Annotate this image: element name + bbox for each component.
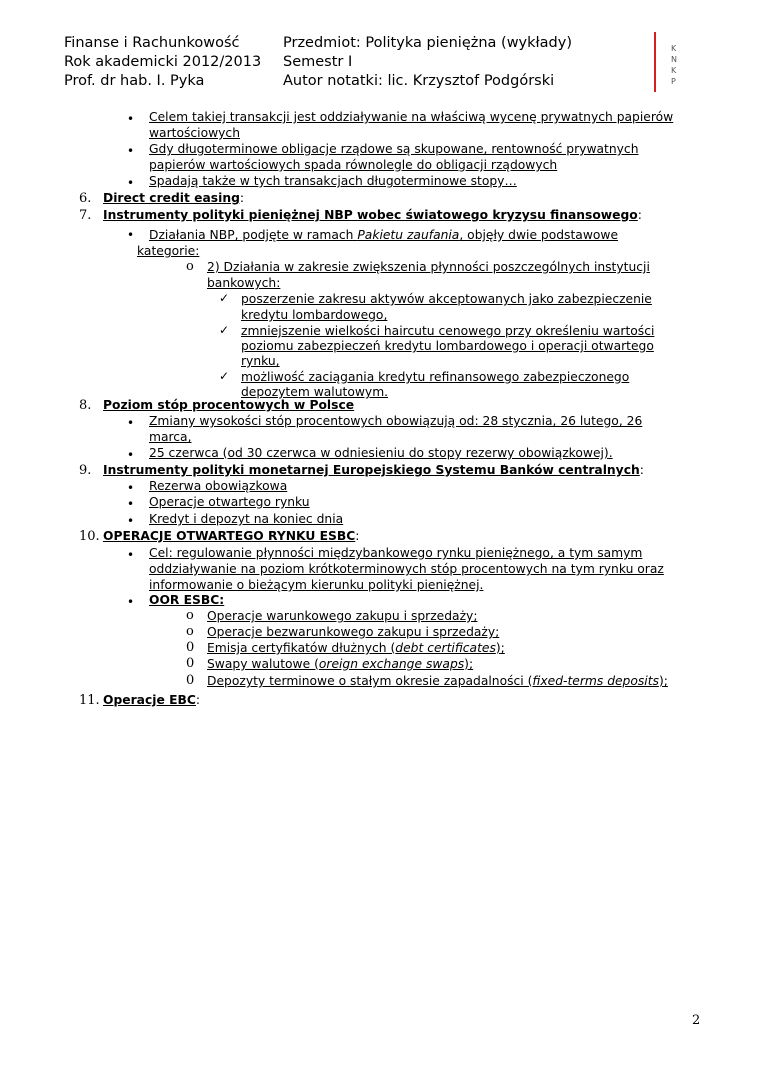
bullet-marker: • xyxy=(127,514,135,528)
intro-bullet-2-line-1: Gdy długoterminowe obligacje rządowe są skupowane, rentowność prywatnych xyxy=(149,142,639,156)
bullet-marker: • xyxy=(127,481,135,495)
bullet-marker: • xyxy=(127,112,135,126)
item-10-title: OPERACJE OTWARTEGO RYNKU ESBC xyxy=(103,529,356,543)
item-10-bullet-line-1: Cel: regulowanie płynności międzybankowego rynku pieniężnego, a tym samym xyxy=(149,546,643,560)
header-subject: Przedmiot: Polityka pieniężna (wykłady) xyxy=(283,35,572,51)
item-8-bullet-2: 25 czerwca (od 30 czerwca w odniesieniu do stopy rezerwy obowiązkowej). xyxy=(149,446,613,460)
logo-red-line xyxy=(654,32,668,92)
zero-marker: 0 xyxy=(186,640,195,655)
bullet-marker: • xyxy=(127,595,135,609)
check-2-line-3: rynku, xyxy=(241,354,280,368)
check-2-line-1: zmniejszenie wielkości haircutu cenowego przy określeniu wartości xyxy=(241,324,655,338)
item-11-heading: Operacje EBC: xyxy=(103,693,201,707)
item-8-number: 8. xyxy=(79,398,92,413)
intro-bullet-1-line-2: wartościowych xyxy=(149,126,240,140)
circle-marker: o xyxy=(186,624,194,639)
header-author: Autor notatki: lic. Krzysztof Podgórski xyxy=(283,73,555,89)
item-11-number: 11. xyxy=(79,693,100,708)
item-10-bullet-line-2: oddziaływanie na poziom krótkoterminowych stóp procentowych na tym rynku oraz xyxy=(149,562,664,576)
check-3-line-2: depozytem walutowym. xyxy=(241,385,389,399)
item-6-number: 6. xyxy=(79,191,92,206)
item-7-number: 7. xyxy=(79,208,92,223)
bullet-marker: • xyxy=(127,448,135,462)
check-1-line-1: poszerzenie zakresu aktywów akceptowanych jako zabezpieczenie xyxy=(241,292,652,306)
item-6-title: Direct credit easing xyxy=(103,191,240,205)
header-academic-year: Rok akademicki 2012/2013 xyxy=(64,54,262,70)
item-7-sub-line-2: bankowych: xyxy=(207,276,281,290)
item-9-number: 9. xyxy=(79,463,92,478)
intro-bullet-2-line-2: papierów wartościowych spada równolegle do obligacji rządowych xyxy=(149,158,558,172)
header-left xyxy=(64,34,261,91)
bullet-marker: • xyxy=(127,144,135,158)
item-9-bullet-3: Kredyt i depozyt na koniec dnia xyxy=(149,512,344,526)
item-7-bullet-line-1: Działania NBP, podjęte w ramach Pakietu zaufania, objęły dwie podstawowe xyxy=(149,228,619,242)
check-3-line-1: możliwość zaciągania kredytu refinansowego zabezpieczonego xyxy=(241,370,630,384)
circle-marker: o xyxy=(186,259,194,274)
bullet-marker: • xyxy=(127,176,135,190)
zero-marker: 0 xyxy=(186,656,195,671)
check-icon: ✓ xyxy=(219,369,230,383)
bullet-marker: • xyxy=(127,497,135,511)
item-7-title: Instrumenty polityki pieniężnej NBP wobec światowego kryzysu finansowego xyxy=(103,208,638,222)
item-7-bullet-line-2: kategorie: xyxy=(137,244,200,258)
item-10-heading: OPERACJE OTWARTEGO RYNKU ESBC: xyxy=(103,529,360,543)
page-number: 2 xyxy=(692,1013,701,1028)
check-icon: ✓ xyxy=(219,323,230,337)
item-8-bullet-1-line-2: marca, xyxy=(149,430,192,444)
intro-bullet-1-line-1: Celem takiej transakcji jest oddziaływanie na właściwą wycenę prywatnych papierów xyxy=(149,110,674,124)
item-9-bullet-2: Operacje otwartego rynku xyxy=(149,495,310,509)
oor-sub-5: Depozyty terminowe o stałym okresie zapadalności (fixed-terms deposits); xyxy=(207,674,668,688)
item-7-sub-line-1: 2) Działania w zakresie zwiększenia płynności poszczególnych instytucji xyxy=(207,260,650,274)
oor-sub-2: Operacje bezwarunkowego zakupu i sprzedaży; xyxy=(207,625,500,639)
oor-sub-1: Operacje warunkowego zakupu i sprzedaży; xyxy=(207,609,478,623)
check-icon: ✓ xyxy=(219,291,230,305)
item-8-bullet-1-line-1: Zmiany wysokości stóp procentowych obowiązują od: 28 stycznia, 26 lutego, 26 xyxy=(149,414,643,428)
oor-esbc-title: OOR ESBC: xyxy=(149,593,225,607)
item-8-title: Poziom stóp procentowych w Polsce xyxy=(103,398,355,412)
circle-marker: o xyxy=(186,608,194,623)
intro-bullet-3: Spadają także w tych transakcjach długoterminowe stopy… xyxy=(149,174,517,188)
item-9-heading: Instrumenty polityki monetarnej Europejskiego Systemu Banków centralnych: xyxy=(103,463,644,477)
bullet-marker: • xyxy=(127,228,135,242)
zero-marker: 0 xyxy=(186,673,195,688)
header-semester: Semestr I xyxy=(283,54,353,70)
header-faculty: Finanse i Rachunkowość xyxy=(64,35,240,51)
item-9-bullet-1: Rezerwa obowiązkowa xyxy=(149,479,288,493)
item-6-heading: Direct credit easing: xyxy=(103,191,245,205)
check-1-line-2: kredytu lombardowego, xyxy=(241,308,388,322)
oor-sub-4: Swapy walutowe (oreign exchange swaps); xyxy=(207,657,474,671)
bullet-marker: • xyxy=(127,548,135,562)
item-10-bullet-line-3: informowanie o bieżącym kierunku polityki pieniężnej. xyxy=(149,578,484,592)
item-10-number: 10. xyxy=(79,529,100,544)
oor-sub-3: Emisja certyfikatów dłużnych (debt certificates); xyxy=(207,641,505,655)
item-11-title: Operacje EBC xyxy=(103,693,196,707)
item-7-heading: Instrumenty polityki pieniężnej NBP wobec światowego kryzysu finansowego: xyxy=(103,208,642,222)
bullet-marker: • xyxy=(127,416,135,430)
header-professor: Prof. dr hab. I. Pyka xyxy=(64,73,205,89)
header-right xyxy=(283,34,572,91)
logo-knkp: K N K P xyxy=(671,44,677,86)
item-9-title: Instrumenty polityki monetarnej Europejskiego Systemu Banków centralnych xyxy=(103,463,640,477)
check-2-line-2: poziomu zabezpieczeń kredytu lombardowego i operacji otwartego xyxy=(241,339,654,353)
